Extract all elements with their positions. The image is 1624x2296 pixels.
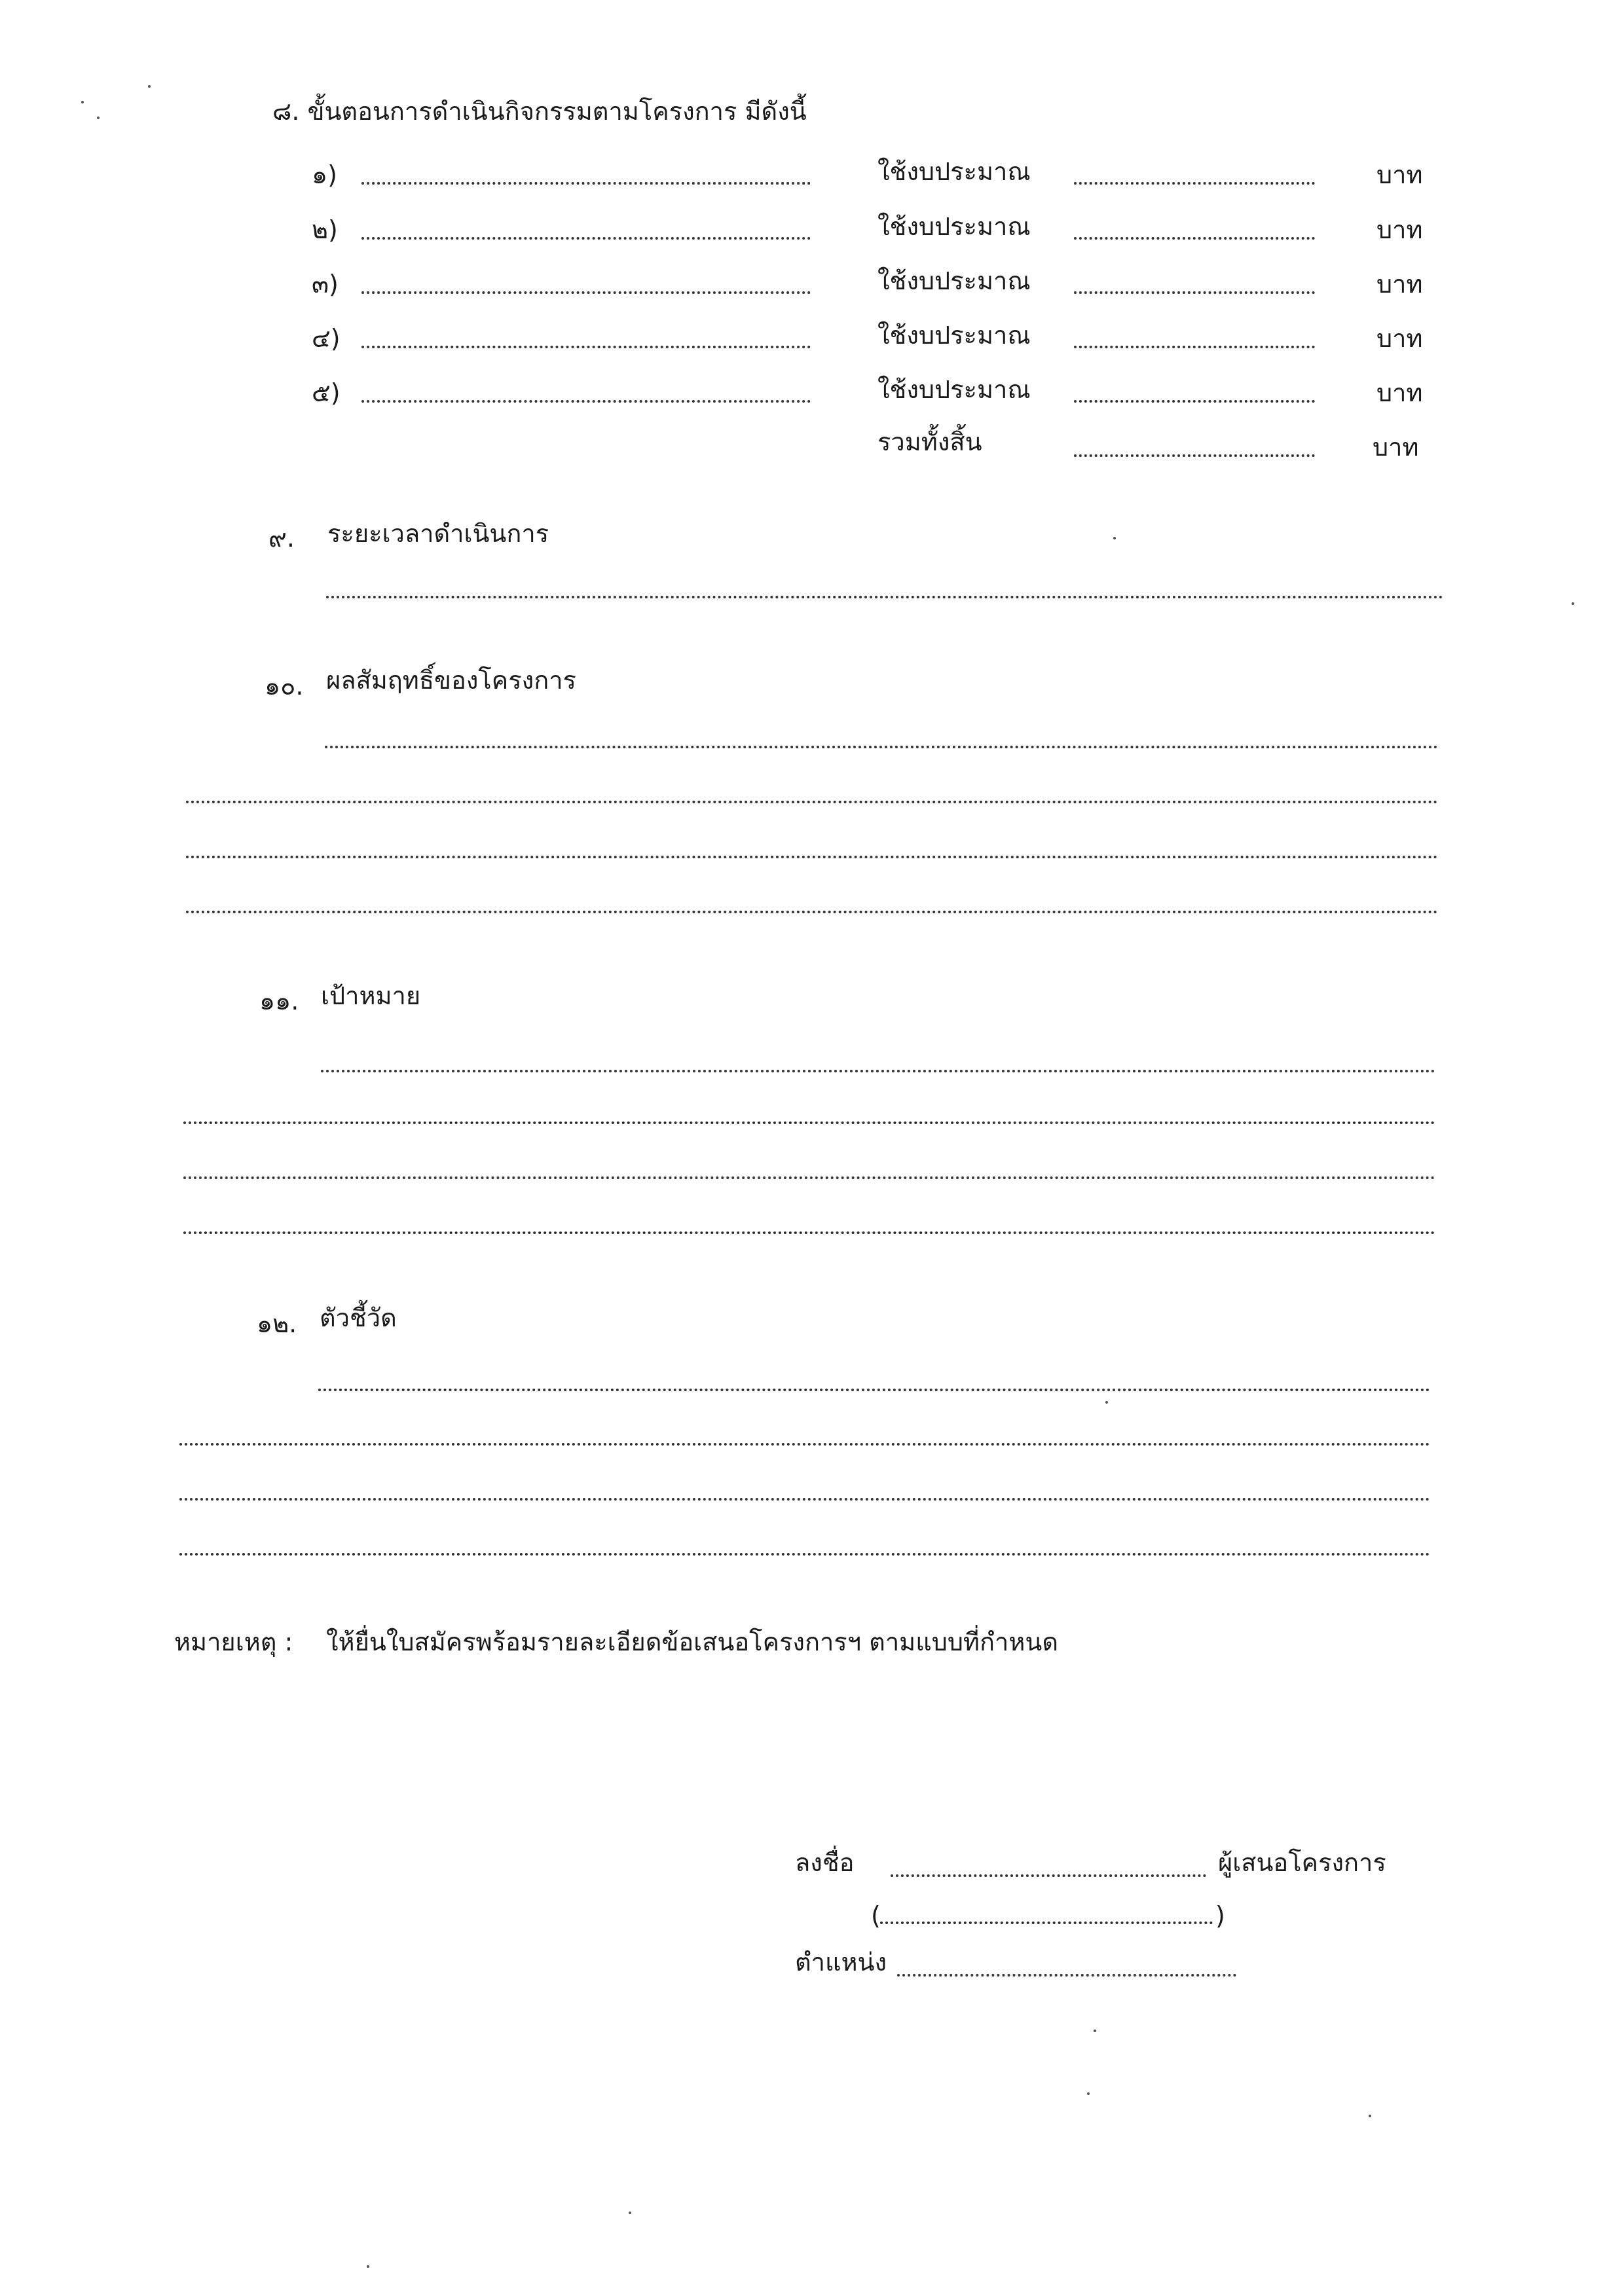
total-label: รวมทั้งสิ้น <box>877 428 982 456</box>
budget-label: ใช้งบประมาณ <box>877 266 1031 295</box>
target-line[interactable] <box>183 1121 1435 1124</box>
section9-heading: ระยะเวลาดำเนินการ <box>327 519 549 548</box>
baht-unit: บาท <box>1376 324 1423 353</box>
step-number: ๕) <box>312 378 341 407</box>
duration-line[interactable] <box>326 596 1443 598</box>
budget-amount-line[interactable] <box>1074 291 1315 294</box>
outcome-line[interactable] <box>186 911 1438 913</box>
budget-label: ใช้งบประมาณ <box>877 321 1031 350</box>
section10-heading: ผลสัมฤทธิ์ของโครงการ <box>326 666 576 695</box>
scan-speck <box>1113 537 1116 539</box>
indicator-line[interactable] <box>179 1443 1430 1446</box>
budget-amount-line[interactable] <box>1074 237 1315 240</box>
step-description-line[interactable] <box>361 291 811 294</box>
scan-speck <box>81 101 84 103</box>
baht-unit: บาท <box>1376 270 1423 299</box>
indicator-line[interactable] <box>179 1498 1430 1501</box>
target-line[interactable] <box>183 1231 1435 1234</box>
scan-speck <box>1369 2115 1371 2117</box>
budget-label: ใช้งบประมาณ <box>877 212 1031 241</box>
scan-speck <box>1087 2092 1090 2095</box>
paren-close: ) <box>1215 1901 1225 1930</box>
step-description-line[interactable] <box>361 400 811 403</box>
target-line[interactable] <box>183 1176 1435 1179</box>
outcome-line[interactable] <box>186 856 1438 858</box>
scan-speck <box>1094 2030 1096 2032</box>
budget-label: ใช้งบประมาณ <box>877 375 1031 404</box>
scan-speck <box>97 117 100 119</box>
section8-heading: ๘. ขั้นตอนการดำเนินกิจกรรมตามโครงการ มีดังนี้ <box>272 97 807 126</box>
section11-number: ๑๑. <box>259 987 299 1015</box>
budget-amount-line[interactable] <box>1074 400 1315 403</box>
baht-unit: บาท <box>1376 215 1423 244</box>
sign-label: ลงชื่อ <box>795 1848 855 1877</box>
printed-name-line[interactable] <box>880 1922 1213 1924</box>
step-description-line[interactable] <box>361 346 811 348</box>
signature-line[interactable] <box>891 1874 1206 1877</box>
step-number: ๓) <box>312 270 339 299</box>
budget-amount-line[interactable] <box>1074 182 1315 185</box>
step-number: ๑) <box>312 160 337 189</box>
position-label: ตำแหน่ง <box>795 1948 887 1977</box>
baht-unit: บาท <box>1373 433 1419 462</box>
outcome-line[interactable] <box>325 746 1438 748</box>
baht-unit: บาท <box>1376 378 1423 407</box>
note-text: ให้ยื่นใบสมัครพร้อมรายละเอียดข้อเสนอโครงการฯ ตามแบบที่กำหนด <box>326 1628 1059 1656</box>
scan-speck <box>148 85 151 88</box>
step-number: ๒) <box>312 215 338 244</box>
section12-number: ๑๒. <box>257 1309 297 1338</box>
scan-speck <box>629 2212 631 2214</box>
proposer-role: ผู้เสนอโครงการ <box>1218 1848 1386 1877</box>
step-number: ๔) <box>312 324 341 353</box>
section10-number: ๑๐. <box>265 672 304 701</box>
section11-heading: เป้าหมาย <box>321 981 421 1010</box>
section9-number: ๙. <box>268 524 295 553</box>
target-line[interactable] <box>321 1070 1435 1072</box>
indicator-line[interactable] <box>318 1389 1430 1391</box>
paren-open: ( <box>871 1901 881 1930</box>
scan-speck <box>1572 602 1574 605</box>
budget-label: ใช้งบประมาณ <box>877 157 1031 186</box>
baht-unit: บาท <box>1376 160 1423 189</box>
section12-heading: ตัวชี้วัด <box>320 1303 397 1332</box>
total-amount-line[interactable] <box>1074 454 1315 457</box>
note-label: หมายเหตุ : <box>174 1628 293 1656</box>
step-description-line[interactable] <box>361 182 811 185</box>
outcome-line[interactable] <box>186 801 1438 803</box>
budget-amount-line[interactable] <box>1074 346 1315 348</box>
indicator-line[interactable] <box>179 1553 1430 1556</box>
scan-speck <box>1105 1401 1108 1404</box>
scan-speck <box>367 2265 369 2268</box>
step-description-line[interactable] <box>361 237 811 240</box>
position-line[interactable] <box>897 1974 1236 1977</box>
